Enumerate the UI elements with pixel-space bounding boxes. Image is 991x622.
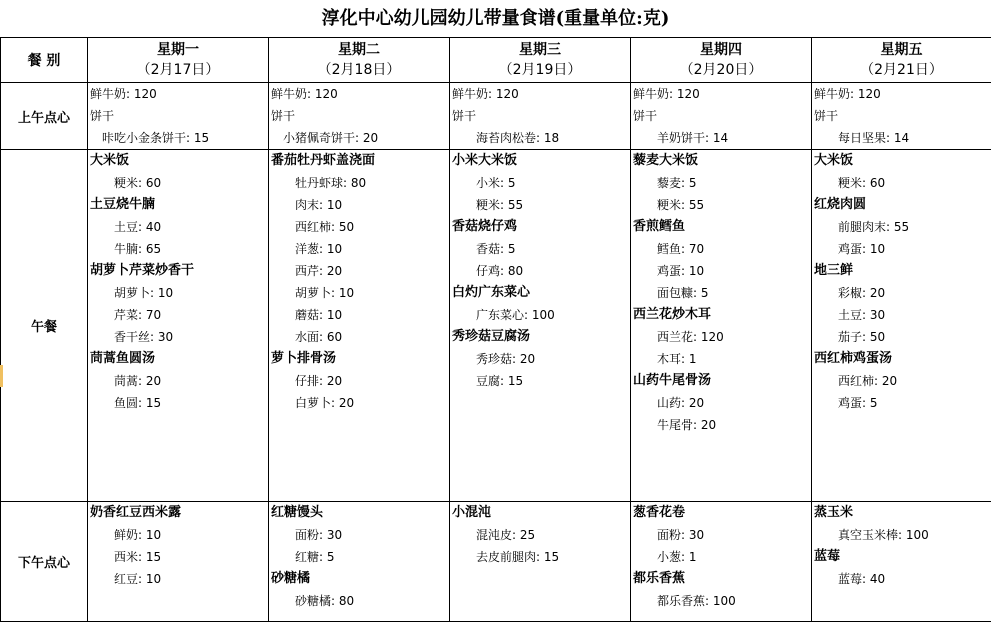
ingredient-line: 都乐香蕉: 100 — [631, 590, 811, 612]
ingredient-line: 鲜奶: 10 — [88, 524, 268, 546]
ingredient-line: 木耳: 1 — [631, 348, 811, 370]
dish-name: 红烧肉圆 — [812, 194, 991, 216]
dish-name: 秀珍菇豆腐汤 — [450, 326, 630, 348]
ingredient-line: 西米: 15 — [88, 546, 268, 568]
menu-cell — [88, 83, 269, 150]
day-name: 星期一 — [88, 40, 268, 60]
meal-label: 上午点心 — [1, 83, 88, 150]
ingredient-line: 砂糖橘: 80 — [269, 590, 449, 612]
ingredient-line: 豆腐: 15 — [450, 370, 630, 392]
day-date: （2月21日） — [812, 60, 991, 80]
ingredient-line: 土豆: 40 — [88, 216, 268, 238]
ingredient-line: 饼干 — [269, 105, 449, 127]
day-name: 星期五 — [812, 40, 991, 60]
ingredient-line: 肉末: 10 — [269, 194, 449, 216]
ingredient-line: 鱼圆: 15 — [88, 392, 268, 414]
dish-name: 番茄牡丹虾盖浇面 — [269, 150, 449, 172]
dish-name: 奶香红豆西米露 — [88, 502, 268, 524]
dish-name: 西红柿鸡蛋汤 — [812, 348, 991, 370]
day-header — [269, 38, 450, 83]
day-header — [812, 38, 991, 83]
ingredient-line: 鸡蛋: 10 — [812, 238, 991, 260]
menu-cell — [631, 150, 812, 502]
dish-name: 藜麦大米饭 — [631, 150, 811, 172]
menu-cell — [812, 502, 991, 622]
row-marker — [0, 365, 3, 387]
day-header — [631, 38, 812, 83]
ingredient-line: 粳米: 60 — [88, 172, 268, 194]
menu-cell — [88, 502, 269, 622]
ingredient-line: 仔鸡: 80 — [450, 260, 630, 282]
dish-name: 香煎鳕鱼 — [631, 216, 811, 238]
dish-name: 蒸玉米 — [812, 502, 991, 524]
dish-name: 小米大米饭 — [450, 150, 630, 172]
dish-name: 小混沌 — [450, 502, 630, 524]
menu-cell — [631, 83, 812, 150]
ingredient-line: 小葱: 1 — [631, 546, 811, 568]
dish-name: 地三鲜 — [812, 260, 991, 282]
menu-cell — [812, 83, 991, 150]
ingredient-line: 土豆: 30 — [812, 304, 991, 326]
ingredient-line: 胡萝卜: 10 — [88, 282, 268, 304]
dish-name: 白灼广东菜心 — [450, 282, 630, 304]
ingredient-line: 鲜牛奶: 120 — [450, 83, 630, 105]
menu-table — [0, 37, 991, 622]
ingredient-line: 香菇: 5 — [450, 238, 630, 260]
ingredient-line: 真空玉米棒: 100 — [812, 524, 991, 546]
ingredient-line: 鲜牛奶: 120 — [631, 83, 811, 105]
ingredient-line: 粳米: 55 — [631, 194, 811, 216]
ingredient-line: 鲜牛奶: 120 — [88, 83, 268, 105]
day-date: （2月19日） — [450, 60, 630, 80]
dish-name: 蓝莓 — [812, 546, 991, 568]
ingredient-line: 彩椒: 20 — [812, 282, 991, 304]
ingredient-line: 香干丝: 30 — [88, 326, 268, 348]
ingredient-line: 每日坚果: 14 — [812, 127, 991, 149]
ingredient-line: 牛尾骨: 20 — [631, 414, 811, 436]
ingredient-line: 西芹: 20 — [269, 260, 449, 282]
header-row — [1, 38, 991, 83]
ingredient-line: 洋葱: 10 — [269, 238, 449, 260]
meal-label: 下午点心 — [1, 502, 88, 622]
ingredient-line: 芹菜: 70 — [88, 304, 268, 326]
dish-name: 萝卜排骨汤 — [269, 348, 449, 370]
ingredient-line: 水面: 60 — [269, 326, 449, 348]
ingredient-line: 混沌皮: 25 — [450, 524, 630, 546]
ingredient-line: 茄子: 50 — [812, 326, 991, 348]
dish-name: 山药牛尾骨汤 — [631, 370, 811, 392]
ingredient-line: 鲜牛奶: 120 — [812, 83, 991, 105]
dish-name: 香菇烧仔鸡 — [450, 216, 630, 238]
day-name: 星期四 — [631, 40, 811, 60]
day-date: （2月17日） — [88, 60, 268, 80]
ingredient-line: 牛腩: 65 — [88, 238, 268, 260]
ingredient-line: 牡丹虾球: 80 — [269, 172, 449, 194]
dish-name: 都乐香蕉 — [631, 568, 811, 590]
ingredient-line: 红糖: 5 — [269, 546, 449, 568]
ingredient-line: 粳米: 55 — [450, 194, 630, 216]
ingredient-line: 饼干 — [88, 105, 268, 127]
page-title: 淳化中心幼儿园幼儿带量食谱(重量单位:克) — [0, 0, 991, 37]
menu-cell — [450, 502, 631, 622]
ingredient-line: 茼蒿: 20 — [88, 370, 268, 392]
ingredient-line: 饼干 — [631, 105, 811, 127]
ingredient-line: 胡萝卜: 10 — [269, 282, 449, 304]
menu-cell — [631, 502, 812, 622]
ingredient-line: 山药: 20 — [631, 392, 811, 414]
ingredient-line: 西兰花: 120 — [631, 326, 811, 348]
ingredient-line: 咔吃小金条饼干: 15 — [88, 127, 268, 149]
dish-name: 红糖馒头 — [269, 502, 449, 524]
dish-name: 茼蒿鱼圆汤 — [88, 348, 268, 370]
meal-row-afternoon — [1, 502, 991, 622]
ingredient-line: 海苔肉松卷: 18 — [450, 127, 630, 149]
ingredient-line: 鸡蛋: 10 — [631, 260, 811, 282]
menu-cell — [269, 83, 450, 150]
ingredient-line: 饼干 — [450, 105, 630, 127]
dish-name: 西兰花炒木耳 — [631, 304, 811, 326]
ingredient-line: 粳米: 60 — [812, 172, 991, 194]
ingredient-line: 饼干 — [812, 105, 991, 127]
dish-name: 土豆烧牛腩 — [88, 194, 268, 216]
menu-cell — [812, 150, 991, 502]
ingredient-line: 仔排: 20 — [269, 370, 449, 392]
day-name: 星期三 — [450, 40, 630, 60]
ingredient-line: 广东菜心: 100 — [450, 304, 630, 326]
dish-name: 葱香花卷 — [631, 502, 811, 524]
menu-cell — [450, 83, 631, 150]
ingredient-line: 鸡蛋: 5 — [812, 392, 991, 414]
ingredient-line: 面粉: 30 — [631, 524, 811, 546]
ingredient-line: 去皮前腿肉: 15 — [450, 546, 630, 568]
ingredient-line: 面粉: 30 — [269, 524, 449, 546]
day-date: （2月20日） — [631, 60, 811, 80]
menu-cell — [88, 150, 269, 502]
ingredient-line: 西红柿: 50 — [269, 216, 449, 238]
ingredient-line: 小米: 5 — [450, 172, 630, 194]
day-date: （2月18日） — [269, 60, 449, 80]
day-header — [450, 38, 631, 83]
menu-cell — [269, 502, 450, 622]
ingredient-line: 西红柿: 20 — [812, 370, 991, 392]
ingredient-line: 羊奶饼干: 14 — [631, 127, 811, 149]
ingredient-line: 红豆: 10 — [88, 568, 268, 590]
ingredient-line: 面包糠: 5 — [631, 282, 811, 304]
ingredient-line: 前腿肉末: 55 — [812, 216, 991, 238]
menu-cell — [269, 150, 450, 502]
dish-name: 胡萝卜芹菜炒香干 — [88, 260, 268, 282]
ingredient-line: 藜麦: 5 — [631, 172, 811, 194]
ingredient-line: 秀珍菇: 20 — [450, 348, 630, 370]
ingredient-line: 鳕鱼: 70 — [631, 238, 811, 260]
day-header — [88, 38, 269, 83]
ingredient-line: 蓝莓: 40 — [812, 568, 991, 590]
ingredient-line: 白萝卜: 20 — [269, 392, 449, 414]
meal-row-lunch — [1, 150, 991, 502]
ingredient-line: 鲜牛奶: 120 — [269, 83, 449, 105]
ingredient-line: 蘑菇: 10 — [269, 304, 449, 326]
menu-cell — [450, 150, 631, 502]
meal-row-morning — [1, 83, 991, 150]
dish-name: 大米饭 — [812, 150, 991, 172]
meal-column-header: 餐 别 — [1, 38, 88, 83]
dish-name: 大米饭 — [88, 150, 268, 172]
ingredient-line: 小猪佩奇饼干: 20 — [269, 127, 449, 149]
dish-name: 砂糖橘 — [269, 568, 449, 590]
day-name: 星期二 — [269, 40, 449, 60]
meal-label: 午餐 — [1, 150, 88, 502]
